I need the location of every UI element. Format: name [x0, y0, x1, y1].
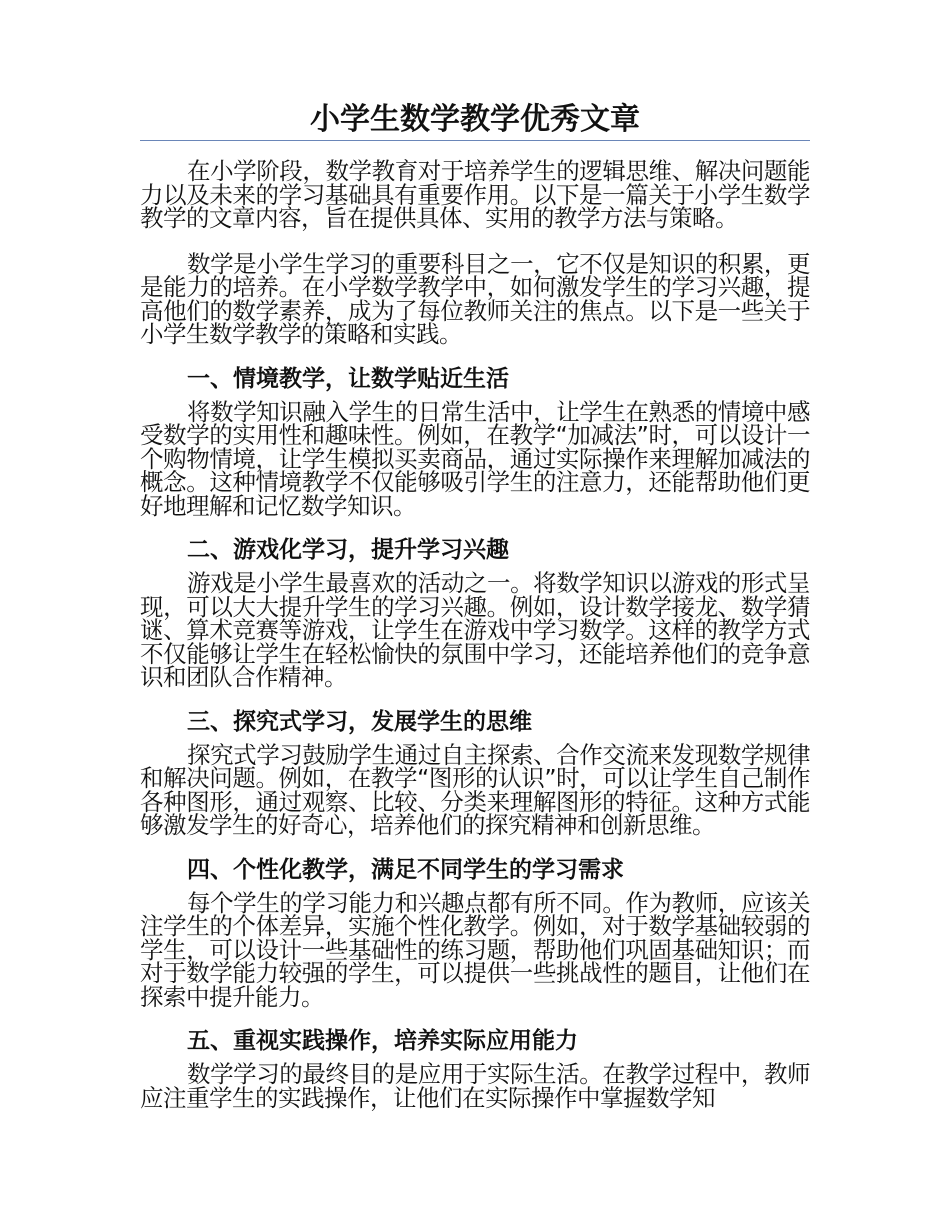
section-body-5: 数学学习的最终目的是应用于实际生活。在教学过程中，教师应注重学生的实践操作，让他们在实际操作中掌握数学知 [140, 1060, 810, 1112]
section-body-2: 游戏是小学生最喜欢的活动之一。将数学知识以游戏的形式呈现，可以大大提升学生的学习兴趣。例如，设计数学接龙、数学猜谜、算术竞赛等游戏，让学生在游戏中学习数学。这样的教学方式不仅能够让学生在轻松愉快的氛围中学习，还能培养他们的竞争意识和团队合作精神。 [140, 569, 810, 691]
section-heading-4: 四、个性化教学，满足不同学生的学习需求 [187, 856, 624, 883]
section-heading-1: 一、情境教学，让数学贴近生活 [187, 365, 509, 392]
section-body-4: 每个学生的学习能力和兴趣点都有所不同。作为教师，应该关注学生的个体差异，实施个性化教学。例如，对于数学基础较弱的学生，可以设计一些基础性的练习题，帮助他们巩固基础知识；而对于数学能力较强的学生，可以提供一些挑战性的题目，让他们在探索中提升能力。 [140, 888, 810, 1011]
document-title: 小学生数学教学优秀文章 [140, 100, 810, 141]
intro-paragraph: 在小学阶段，数学教育对于培养学生的逻辑思维、解决问题能力以及未来的学习基础具有重要作用。以下是一篇关于小学生数学教学的文章内容，旨在提供具体、实用的教学方法与策略。 [140, 157, 810, 232]
section-heading-5: 五、重视实践操作，培养实际应用能力 [187, 1028, 578, 1054]
overview-paragraph: 数学是小学生学习的重要科目之一，它不仅是知识的积累，更是能力的培养。在小学数学教学中，如何激发学生的学习兴趣，提高他们的数学素养，成为了每位教师关注的焦点。以下是一些关于小学生数学教学的策略和实践。 [140, 249, 810, 348]
section-body-3: 探究式学习鼓励学生通过自主探索、合作交流来发现数学规律和解决问题。例如，在教学“图形的认识”时，可以让学生自己制作各种图形，通过观察、比较、分类来理解图形的特征。这种方式能够激发学生的好奇心，培养他们的探究精神和创新思维。 [140, 740, 810, 839]
document-page [140, 100, 810, 1130]
section-heading-2: 二、游戏化学习，提升学习兴趣 [187, 537, 509, 563]
section-body-1: 将数学知识融入学生的日常生活中，让学生在熟悉的情境中感受数学的实用性和趣味性。例如，在教学“加减法”时，可以设计一个购物情境，让学生模拟买卖商品，通过实际操作来理解加减法的概念。这种情境教学不仅能够吸引学生的注意力，还能帮助他们更好地理解和记忆数学知识。 [140, 397, 810, 520]
section-heading-3: 三、探究式学习，发展学生的思维 [187, 708, 532, 735]
